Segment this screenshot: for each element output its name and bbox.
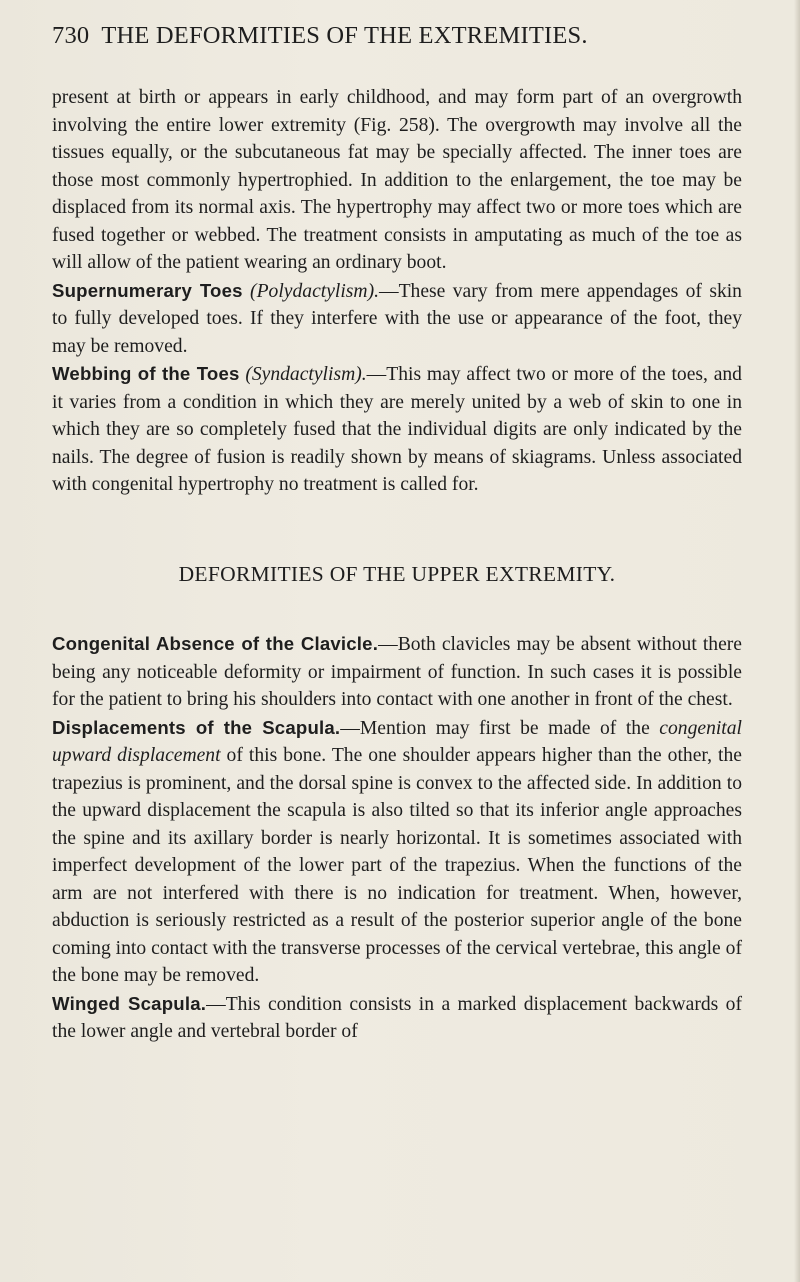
paragraph-text: —These vary from mere appendages of skin to fully developed toes. If they interfere with the use or appearance of the foot, they may be removed. — [52, 280, 742, 357]
paragraph-heading: Supernumerary Toes — [52, 279, 243, 301]
paragraph-text: of this bone. The one shoulder appears higher than the other, the trapezius is prominent, and the dorsal spine is convex to the affected side. In addition to the upward displacement the scapula is also tilted so that its inferior angle approaches the spine and its axillary border is nearly horizontal. It is sometimes associated with imperfect development of the lower part of the trapezius. When the functions of the arm are not interfered with there is no indication for treatment. When, however, abduction is seriously restricted as a result of the posterior superior angle of the bone coming into contact with the transverse processes of the cervical vertebrae, this angle of the bone may be removed. — [52, 745, 742, 986]
page-edge-shadow — [794, 0, 800, 1282]
running-head-title: THE DEFORMITIES OF THE EXTREMITIES. — [101, 22, 588, 49]
page-number: 730 — [52, 22, 90, 49]
section-title: DEFORMITIES OF THE UPPER EXTREMITY. — [178, 561, 616, 586]
paragraph-heading: Displacements of the Scapula. — [52, 716, 341, 738]
paragraph-text: —Mention may first be made of the — [340, 717, 660, 739]
paragraph-supernumerary-toes — [52, 277, 742, 361]
paragraph-continuation — [52, 84, 742, 277]
body-text — [52, 84, 742, 1046]
paragraph-text: —Both clavicles may be absent without there being any noticeable deformity or impairment of function. In such cases it is possible for the patient to bring his shoulders into contact with one another in front of the chest. — [52, 634, 742, 710]
paragraph-term: (Syndactylism). — [245, 364, 367, 385]
paragraph-absence-of-clavicle — [52, 630, 742, 714]
paragraph-heading: Winged Scapula. — [52, 992, 207, 1014]
paragraph-text: —This condition consists in a marked displacement backwards of the lower angle and vertebral border of — [52, 993, 742, 1042]
paragraph-term: congenital upward displacement — [52, 717, 742, 766]
running-head — [52, 22, 742, 50]
paragraph-term: (Polydactylism). — [250, 280, 379, 302]
paragraph-heading: Webbing of the Toes — [52, 363, 240, 384]
paragraph-displacements-of-scapula — [52, 714, 742, 990]
paragraph-webbing-of-toes — [52, 360, 742, 499]
paragraph-text: present at birth or appears in early childhood, and may form part of an overgrowth involving the entire lower extremity (Fig. 258). The overgrowth may involve all the tissues equally, or the subcutaneous fat may be specially affected. The inner toes are those most commonly hypertrophied. In addition to the enlargement, the toe may be displaced from its normal axis. The hypertrophy may affect two or more toes which are fused together or webbed. The treatment consists in amputating as much of the toe as will allow of the patient wearing an ordinary boot. — [52, 87, 742, 273]
paragraph-winged-scapula — [52, 990, 742, 1046]
paragraph-heading: Congenital Absence of the Clavicle. — [52, 633, 379, 654]
paragraph-text: —This may affect two or more of the toes, and it varies from a condition in which they are merely united by a web of skin to one in which they are so completely fused that the individual digits are only indicated by the nails. The degree of fusion is readily shown by means of skiagrams. Unless associated with congenital hypertrophy no treatment is called for. — [52, 364, 742, 495]
